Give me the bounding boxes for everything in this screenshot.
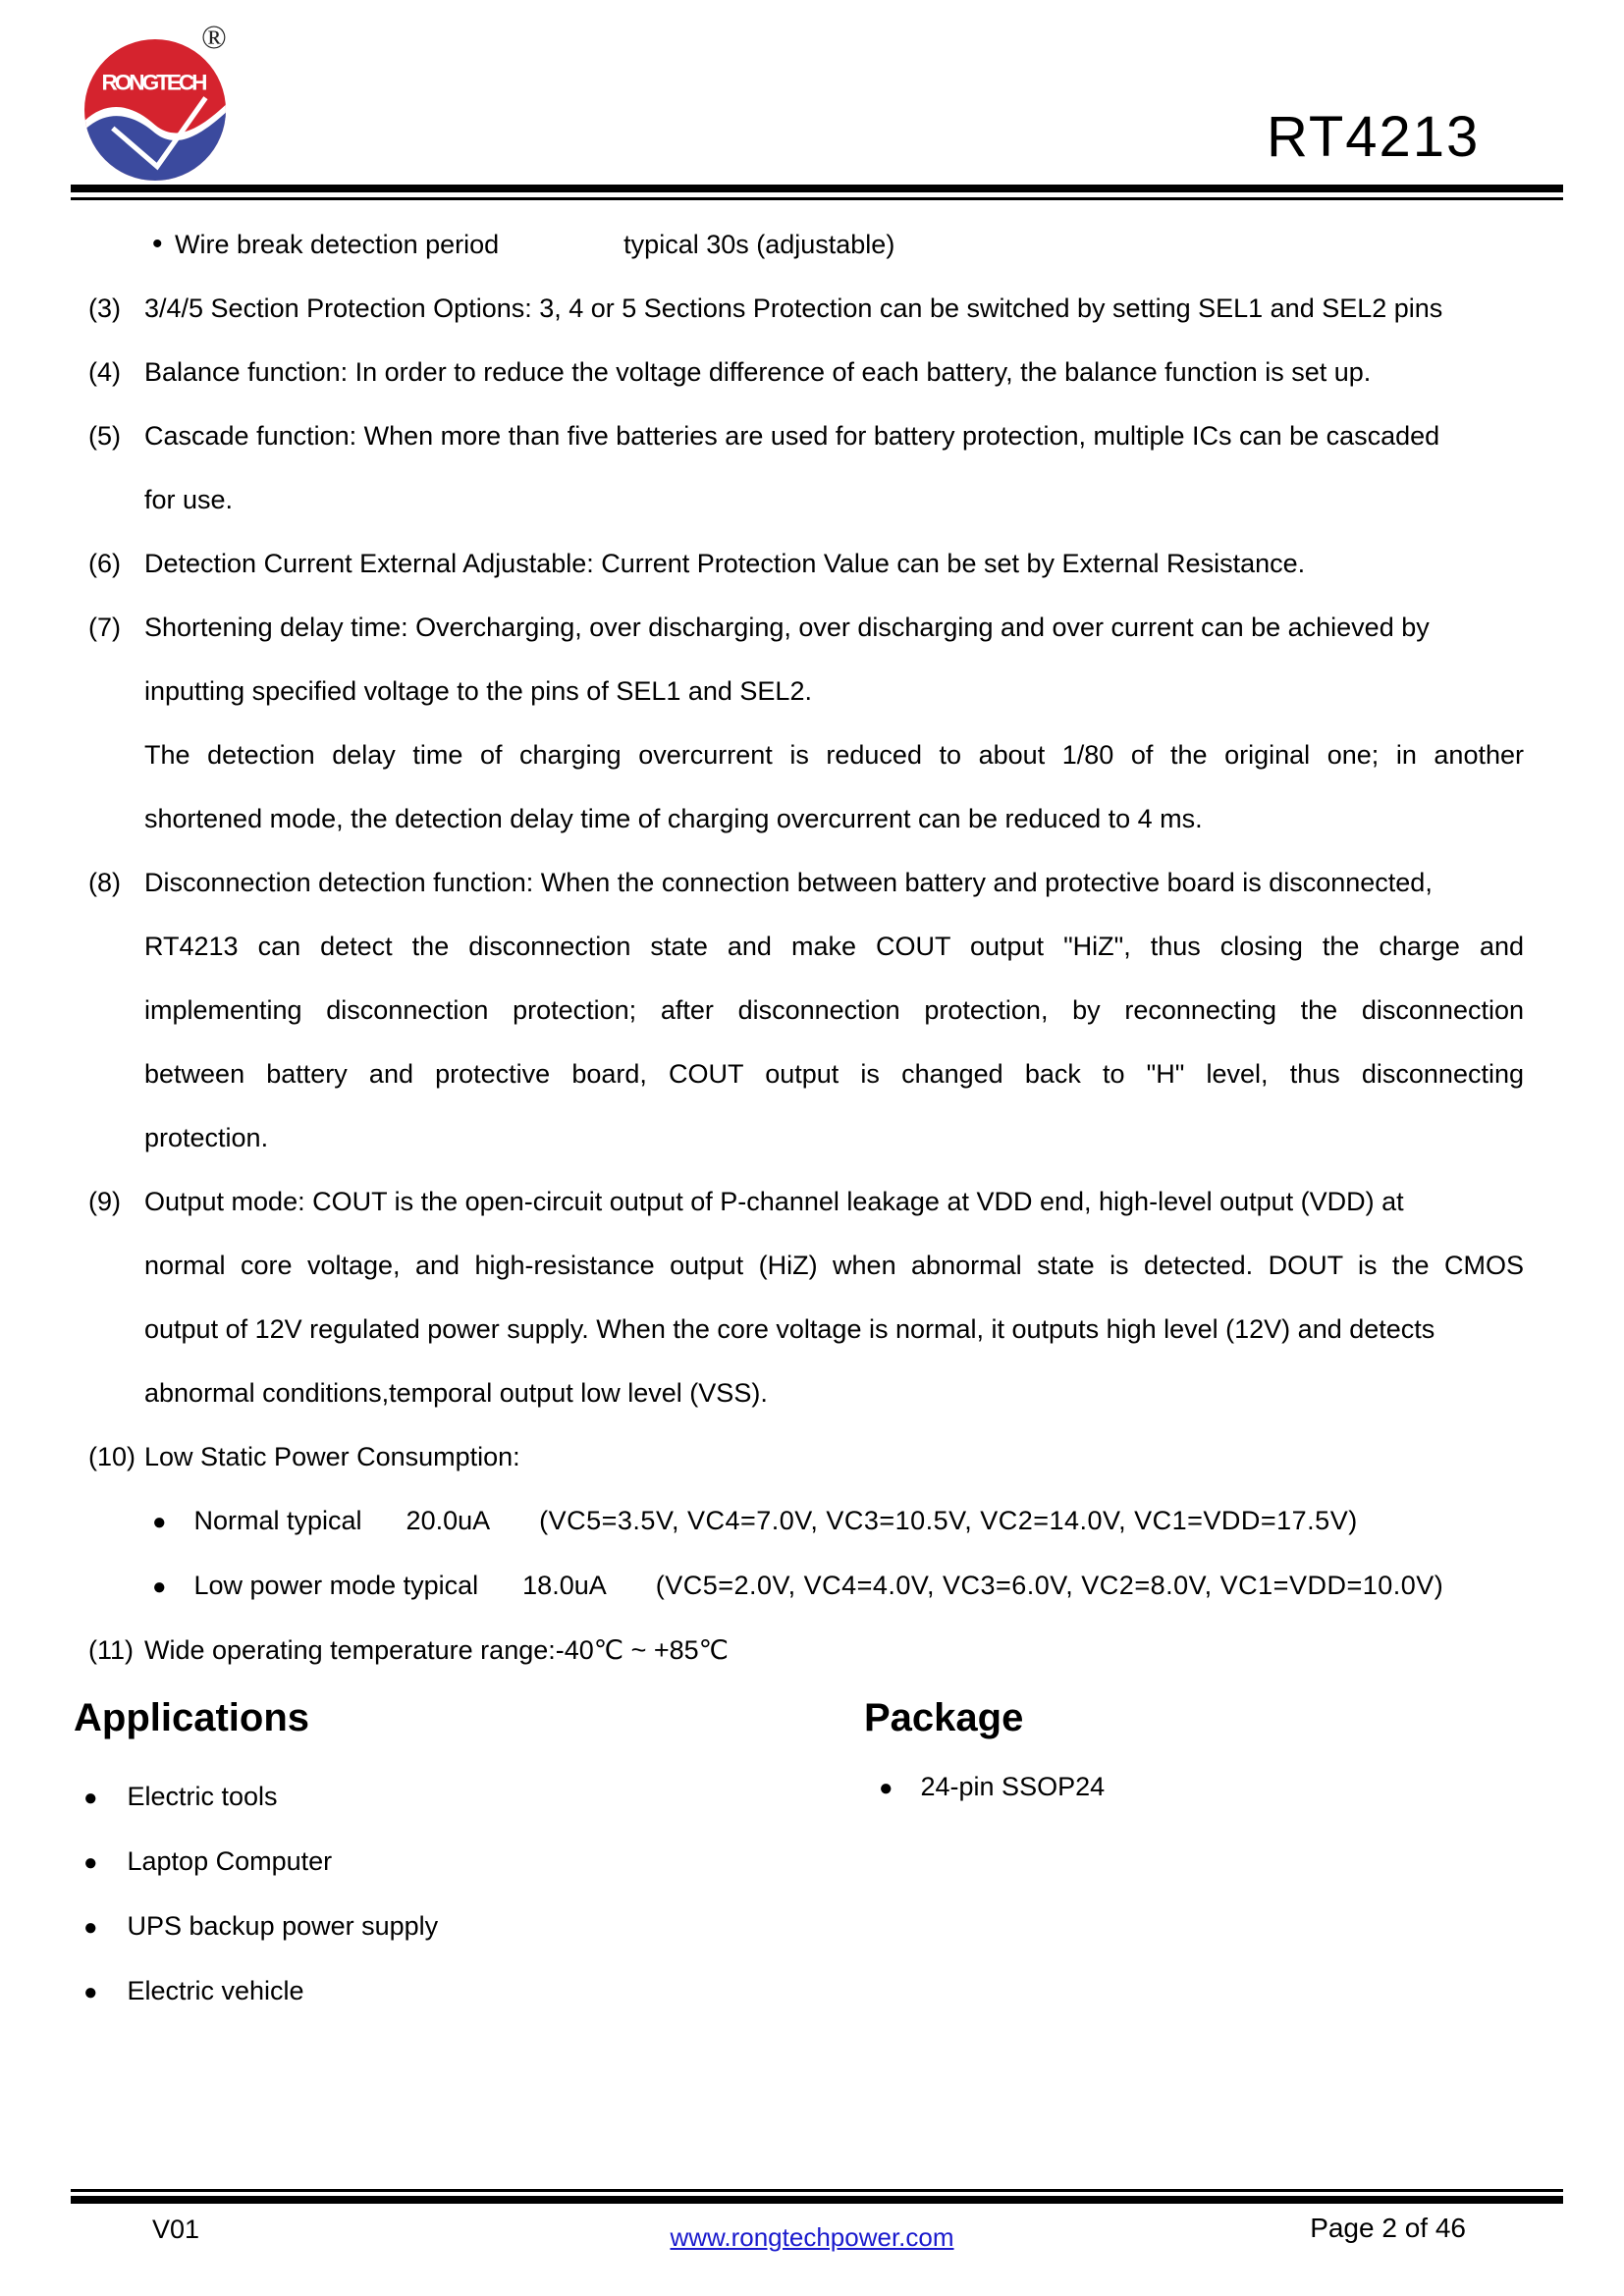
feature-line: Output mode: COUT is the open-circuit output of P-channel leakage at VDD end, high-level output (VDD) at xyxy=(144,1187,1404,1216)
feature-line: Disconnection detection function: When the connection between battery and protective board is disconnected, xyxy=(144,868,1433,897)
feature-item xyxy=(88,532,1524,596)
package-list xyxy=(864,1755,1524,1820)
list-item-label: Laptop Computer xyxy=(127,1846,333,1876)
feature-line: Cascade function: When more than five batteries are used for battery protection, multiple ICs can be cascaded xyxy=(144,421,1440,451)
feature-line: inputting specified voltage to the pins of SEL1 and SEL2. xyxy=(144,676,812,706)
feature-label: Wire break detection period xyxy=(175,230,500,259)
feature-subitem xyxy=(144,1554,1524,1619)
feature-list xyxy=(88,277,1524,1682)
bullet-icon: ● xyxy=(879,1775,893,1801)
list-item-label: Electric vehicle xyxy=(127,1976,304,2005)
list-item xyxy=(74,1765,864,1830)
feature-value: typical 30s (adjustable) xyxy=(623,230,895,259)
applications-heading: Applications xyxy=(74,1696,310,1739)
feature-subitem xyxy=(144,1489,1524,1554)
footer-rule-thin xyxy=(71,2189,1563,2192)
feature-line: normal core voltage, and high-resistance output (HiZ) when abnormal state is detected. DOUT is the CMOS xyxy=(144,1251,1524,1280)
bullet-icon: ● xyxy=(83,1785,98,1811)
subitem-conditions: (VC5=3.5V, VC4=7.0V, VC3=10.5V, VC2=14.0V, VC1=VDD=17.5V) xyxy=(539,1506,1358,1535)
list-item-label: Electric tools xyxy=(127,1782,278,1811)
subitem-value: 18.0uA xyxy=(522,1571,607,1600)
list-item xyxy=(74,1830,864,1895)
feature-line: Shortening delay time: Overcharging, over discharging, over discharging and over current can be achieved by xyxy=(144,613,1430,642)
feature-line: 3/4/5 Section Protection Options: 3, 4 or 5 Sections Protection can be switched by setting SEL1 and SEL2 pins xyxy=(144,294,1443,323)
website-link[interactable]: www.rongtechpower.com xyxy=(670,2222,954,2252)
bullet-icon: ● xyxy=(83,1979,98,2005)
feature-number: (7) xyxy=(88,613,121,642)
feature-line: abnormal conditions,temporal output low level (VSS). xyxy=(144,1378,768,1408)
feature-number: (8) xyxy=(88,868,121,897)
features-section xyxy=(74,0,1524,2024)
feature-number: (9) xyxy=(88,1187,121,1216)
feature-line: shortened mode, the detection delay time of charging overcurrent can be reduced to 4 ms. xyxy=(144,804,1203,833)
applications-package-section xyxy=(74,1694,1524,2024)
feature-line: protection. xyxy=(144,1123,269,1152)
subitem-label: Normal typical xyxy=(193,1506,362,1535)
feature-line: output of 12V regulated power supply. When the core voltage is normal, it outputs high level (12V) and detects xyxy=(144,1314,1435,1344)
feature-item xyxy=(88,851,1524,1170)
page-number: Page 2 of 46 xyxy=(1310,2213,1466,2243)
list-item xyxy=(74,1959,864,2024)
list-item-label: 24-pin SSOP24 xyxy=(920,1772,1106,1801)
feature-item xyxy=(88,1425,1524,1619)
footer-rule-thick xyxy=(71,2196,1563,2204)
feature-number: (11) xyxy=(88,1635,135,1665)
feature-item xyxy=(88,1170,1524,1425)
feature-line: implementing disconnection protection; after disconnection protection, by reconnecting the disconnection xyxy=(144,995,1524,1025)
logo-brand-text: RONGTECH xyxy=(101,70,209,95)
bullet-icon: ● xyxy=(152,1509,167,1535)
registered-trademark-icon: ® xyxy=(201,20,227,56)
feature-line: Wide operating temperature range:-40℃ ~ +85℃ xyxy=(144,1635,729,1665)
feature-item xyxy=(88,596,1524,851)
feature-line: Balance function: In order to reduce the voltage difference of each battery, the balance function is set up. xyxy=(144,357,1372,387)
bullet-icon: ● xyxy=(83,1914,98,1941)
feature-line: RT4213 can detect the disconnection state and make COUT output "HiZ", thus closing the charge and xyxy=(144,932,1524,961)
subitem-value: 20.0uA xyxy=(406,1506,491,1535)
page-title: RT4213 xyxy=(1267,105,1481,169)
doc-version: V01 xyxy=(152,2215,200,2244)
feature-number: (6) xyxy=(88,549,121,578)
feature-line: for use. xyxy=(144,485,234,514)
bullet-icon: • xyxy=(152,228,163,260)
feature-line: between battery and protective board, COUT output is changed back to "H" level, thus disconnecting xyxy=(144,1059,1524,1089)
list-item xyxy=(864,1755,1524,1820)
feature-item xyxy=(88,1619,1524,1682)
feature-line: Detection Current External Adjustable: Current Protection Value can be set by External Resistance. xyxy=(144,549,1306,578)
list-item-label: UPS backup power supply xyxy=(127,1911,439,1941)
applications-list xyxy=(74,1765,864,2024)
subitem-conditions: (VC5=2.0V, VC4=4.0V, VC3=6.0V, VC2=8.0V, VC1=VDD=10.0V) xyxy=(655,1571,1444,1600)
feature-item xyxy=(88,341,1524,404)
feature-number: (5) xyxy=(88,421,121,451)
applications-section xyxy=(74,1694,864,2024)
feature-number: (4) xyxy=(88,357,121,387)
feature-line: The detection delay time of charging overcurrent is reduced to about 1/80 of the original one; in another xyxy=(144,740,1524,770)
feature-item xyxy=(88,404,1524,532)
bullet-icon: ● xyxy=(83,1849,98,1876)
feature-line: Low Static Power Consumption: xyxy=(144,1442,520,1471)
feature-item xyxy=(88,277,1524,341)
package-heading: Package xyxy=(864,1696,1024,1739)
feature-number: (10) xyxy=(88,1442,136,1471)
subitem-label: Low power mode typical xyxy=(193,1571,479,1600)
package-section xyxy=(864,1694,1524,2024)
feature-bullet-line xyxy=(88,212,1524,277)
bullet-icon: ● xyxy=(152,1574,167,1600)
feature-number: (3) xyxy=(88,294,121,323)
list-item xyxy=(74,1895,864,1959)
